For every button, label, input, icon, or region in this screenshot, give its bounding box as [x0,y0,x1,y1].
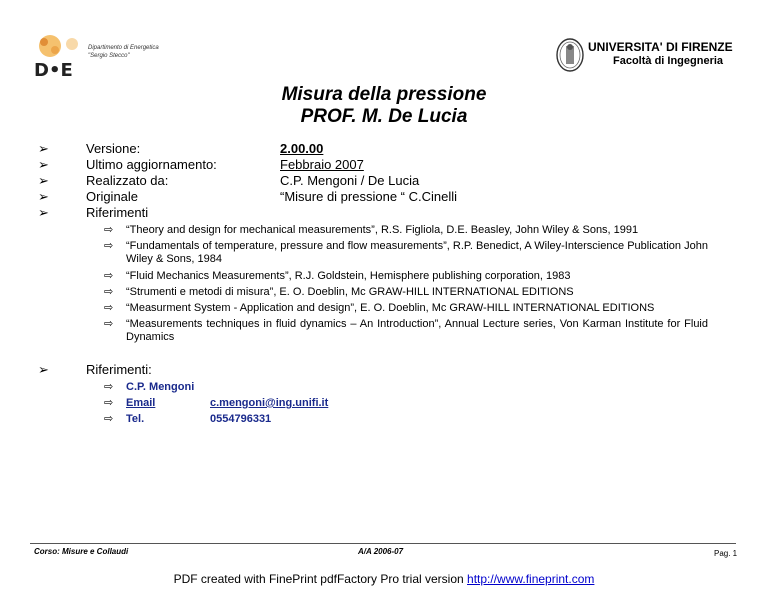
logo-mark-text: D•E [34,60,73,81]
footer-year: A/A 2006-07 [358,547,404,556]
reference-text: “Theory and design for mechanical measurements”, R.S. Figliola, D.E. Beasley, John Wiley & Sons, 1991 [126,224,639,236]
footer-divider [30,543,736,544]
reference-text: “Fundamentals of temperature, pressure and flow measurements”, R.P. Benedict, A Wiley-Interscience Publication John Wiley & Sons, 1984 [126,240,708,265]
reference-item [104,240,708,266]
bullet-arrow-icon: ➢ [38,141,49,156]
info-label: Ultimo aggiornamento: [86,157,217,172]
contacts-heading: Riferimenti: [86,362,152,377]
contact-label: C.P. Mengoni [126,381,195,393]
hollow-arrow-icon: ⇨ [104,413,114,425]
reference-item [104,302,708,315]
contact-label: Email [126,397,156,409]
university-name: UNIVERSITA' DI FIRENZE [588,40,733,54]
reference-item [104,270,708,283]
fineprint-link[interactable]: http://www.fineprint.com [467,572,595,586]
info-label: Originale [86,189,139,204]
reference-text: “Strumenti e metodi di misura”, E. O. Doeblin, Mc GRAW-HILL INTERNATIONAL EDITIONS [126,286,574,298]
hollow-arrow-icon: ⇨ [104,224,114,236]
info-label: Riferimenti [86,205,149,220]
email-link[interactable]: c.mengoni@ing.unifi.it [210,397,329,409]
hollow-arrow-icon: ⇨ [104,286,114,298]
bullet-arrow-icon: ➢ [38,157,49,172]
hollow-arrow-icon: ⇨ [104,240,114,252]
bullet-arrow-icon: ➢ [38,362,49,377]
info-value: “Misure di pressione “ C.Cinelli [280,189,457,204]
university-block [588,40,733,68]
footer-course: Corso: Misure e Collaudi [34,547,129,556]
department-logo [30,32,180,88]
reference-text: “Measurment System - Application and design”, E. O. Doeblin, Mc GRAW-HILL INTERNATIONAL EDITIONS [126,302,655,314]
info-label: Versione: [86,141,141,156]
contact-label: Tel. [126,413,145,425]
hollow-arrow-icon: ⇨ [104,397,114,409]
info-value: Febbraio 2007 [280,157,364,172]
faculty-name: Facoltà di Ingegneria [613,55,724,67]
bullet-arrow-icon: ➢ [38,173,49,188]
hollow-arrow-icon: ⇨ [104,270,114,282]
reference-item [104,318,708,344]
pdf-notice-text: PDF created with FinePrint pdfFactory Pro trial version [173,572,468,586]
info-label: Realizzato da: [86,173,169,188]
logo-caption: Dipartimento di Energetica "Sergio Stecco" [88,45,159,59]
university-seal-icon [556,38,584,72]
pdf-notice [0,572,768,586]
phone-value: 0554796331 [210,413,272,425]
page-title [0,84,768,128]
reference-item [104,224,708,237]
hollow-arrow-icon: ⇨ [104,381,114,393]
page-number: Pag. 1 [714,549,738,558]
reference-text: “Measurements techniques in fluid dynamics – An Introduction”, Annual Lecture series, Von Karman Institute for Fluid Dynamics [126,318,708,343]
bullet-arrow-icon: ➢ [38,205,49,220]
bullet-arrow-icon: ➢ [38,189,49,204]
info-value: 2.00.00 [280,141,324,156]
hollow-arrow-icon: ⇨ [104,318,114,330]
reference-item [104,286,708,299]
hollow-arrow-icon: ⇨ [104,302,114,314]
title-line-2: PROF. M. De Lucia [300,106,468,127]
title-line-1: Misura della pressione [281,84,487,105]
info-value: C.P. Mengoni / De Lucia [280,173,420,188]
reference-text: “Fluid Mechanics Measurements”, R.J. Goldstein, Hemisphere publishing corporation, 1983 [126,270,571,282]
